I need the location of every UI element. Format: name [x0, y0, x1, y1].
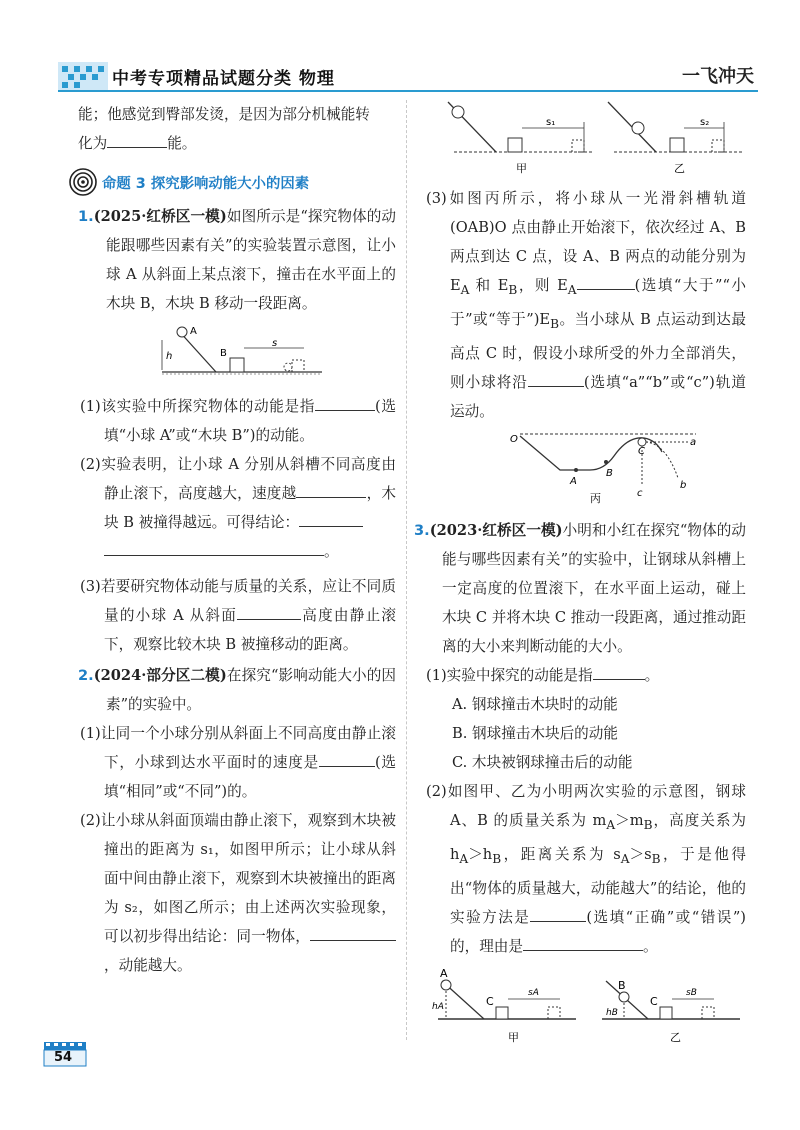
- q2-part3: (3)如图丙所示，将小球从一光滑斜槽轨道(OAB)O 点由静止开始滚下，依次经过 A、B 两点到达 C 点，设 A、B 两点的动能分别为 $E_A$ 和 $E_B$，则 $E_A$ (选填“大于”“小于”或“等于$”)E_B$。当小球从 B 点运动到达最高点 C 时，假设小球所受的外力全部消失，则小球将沿 (选填“a”“b”或“c”)轨道运动。: [426, 190, 746, 420]
- fig-label-jia: 甲: [516, 162, 527, 175]
- answer-blank[interactable]: [319, 752, 375, 767]
- target-icon: [68, 167, 98, 197]
- fig-label-h: h: [166, 351, 173, 362]
- fig3-label-hA: hA: [432, 1001, 444, 1012]
- topic-heading: [78, 164, 396, 202]
- answer-blank[interactable]: [593, 665, 645, 680]
- fig-label-s2: s₂: [700, 117, 710, 128]
- fig-label-b: b: [680, 479, 687, 491]
- answer-blank[interactable]: [315, 396, 375, 411]
- q1-part3: (3)若要研究物体动能与质量的关系，应让不同质量的小球 A 从斜面 高度由静止滚下，观察比较木块 B 被撞移动的距离。: [80, 578, 396, 653]
- fig3-label-sB: sB: [686, 987, 697, 998]
- figure-q3-jia-yi: [424, 967, 746, 1047]
- answer-blank[interactable]: [237, 605, 301, 620]
- q3-option-a: A. 钢球撞击木块时的动能: [452, 695, 618, 713]
- fig-label-a: a: [690, 436, 697, 448]
- figure-incline-ball-block: [152, 324, 352, 386]
- fig3-label-hB: hB: [606, 1007, 618, 1018]
- q3-option-b: B. 钢球撞击木块后的动能: [452, 724, 618, 742]
- fig-label-A: A: [570, 475, 577, 487]
- fig-label-B: B: [220, 348, 227, 359]
- answer-blank[interactable]: [104, 541, 324, 556]
- question-1: 1.(2025·红桥区一模)如图所示是“探究物体的动能跟哪些因素有关”的实验装置示意图，让小球 A 从斜面上某点滚下，撞击在水平面上的木块 B，木块 B 移动一段距离。: [78, 208, 396, 312]
- column-divider: [406, 100, 407, 1040]
- right-column: [414, 100, 746, 1047]
- fig3-label-jia: 甲: [508, 1030, 519, 1044]
- q3-part2: (2)如图甲、乙为小明两次实验的示意图，钢球 A、B 的质量关系为 $m_A>m_B$，高度关系为 $h_A>h_B$，距离关系为 $s_A>s_B$，于是他得出“物体的质量越大，动能越大”的结论，他的实验方法是 (选填“正确”或“错误”)的，理由是 。: [426, 782, 746, 955]
- figure-bing-track: [506, 428, 706, 506]
- fig3-label-yi: 乙: [670, 1030, 681, 1044]
- fig-label-A: A: [190, 326, 197, 337]
- continued-text: 能；他感觉到臀部发烫，是因为部分机械能转 化为 能。: [78, 106, 370, 152]
- fig3-label-C2: C: [650, 994, 658, 1008]
- fig-label-O: O: [510, 433, 518, 445]
- q2-part2: (2)让小球从斜面顶端由静止滚下，观察到木块被撞出的距离为 s₁，如图甲所示；让小球从斜面中间由静止滚下，观察到木块被撞出的距离为 s₂，如图乙所示；由上述两次实验现象，可以初步得出结论：同一物体，，动能越大。: [80, 812, 396, 974]
- fig-label-C: C: [638, 445, 645, 457]
- fig3-label-A: A: [440, 966, 448, 980]
- page-number-badge: [42, 1040, 88, 1070]
- answer-blank[interactable]: [577, 275, 635, 290]
- header-grid-decoration: [58, 58, 108, 90]
- fig-label-B: B: [606, 467, 613, 479]
- answer-blank[interactable]: [528, 372, 584, 387]
- question-3: 3.(2023·红桥区一模)小明和小红在探究“物体的动能与哪些因素有关”的实验中，让钢球从斜槽上一定高度的位置滚下，在水平面上运动，碰上木块 C 并将木块 C 推动一段距离，通过推动距离的大小来判断动能的大小。: [414, 521, 746, 655]
- answer-blank[interactable]: [296, 483, 366, 498]
- fig-label-s1: s₁: [546, 117, 556, 128]
- page-number: 54: [54, 1050, 73, 1065]
- fig-label-yi: 乙: [674, 162, 685, 175]
- fig3-label-C1: C: [486, 994, 494, 1008]
- left-column: [78, 100, 396, 980]
- answer-blank[interactable]: [107, 133, 167, 148]
- q3-part1: (1)实验中探究的动能是指 。: [426, 666, 660, 684]
- header-title: 中考专项精品试题分类 物理: [112, 69, 335, 89]
- answer-blank[interactable]: [310, 926, 396, 941]
- q1-part2: (2)实验表明，让小球 A 分别从斜槽不同高度由静止滚下，高度越大，速度越 ，木块 B 被撞得越远。可得结论： 。: [80, 456, 396, 560]
- fig-label-bing: 丙: [590, 491, 601, 505]
- q1-part1: (1)该实验中所探究物体的动能是指 (选填“小球 A”或“木块 B”)的动能。: [80, 398, 396, 444]
- q2-part1: (1)让同一个小球分别从斜面上不同高度由静止滚下，小球到达水平面时的速度是 (选填“相同”或“不同”)的。: [80, 725, 396, 800]
- answer-blank[interactable]: [530, 907, 586, 922]
- fig3-label-sA: sA: [528, 987, 539, 998]
- fig-label-s: s: [272, 338, 278, 349]
- answer-blank[interactable]: [299, 512, 363, 527]
- answer-blank[interactable]: [523, 936, 643, 951]
- header-rule: [58, 90, 758, 92]
- figure-jia-yi-incline: [424, 98, 746, 178]
- q3-option-c: C. 木块被钢球撞击后的动能: [452, 753, 633, 771]
- question-2: 2.(2024·部分区二模)在探究“影响动能大小的因素”的实验中。: [78, 667, 396, 713]
- fig-label-c: c: [637, 487, 643, 499]
- page-header: [58, 58, 758, 92]
- header-brand: 一飞冲天: [682, 66, 754, 87]
- topic-label: 命题 3 探究影响动能大小的因素: [102, 176, 310, 192]
- fig3-label-B: B: [618, 978, 626, 992]
